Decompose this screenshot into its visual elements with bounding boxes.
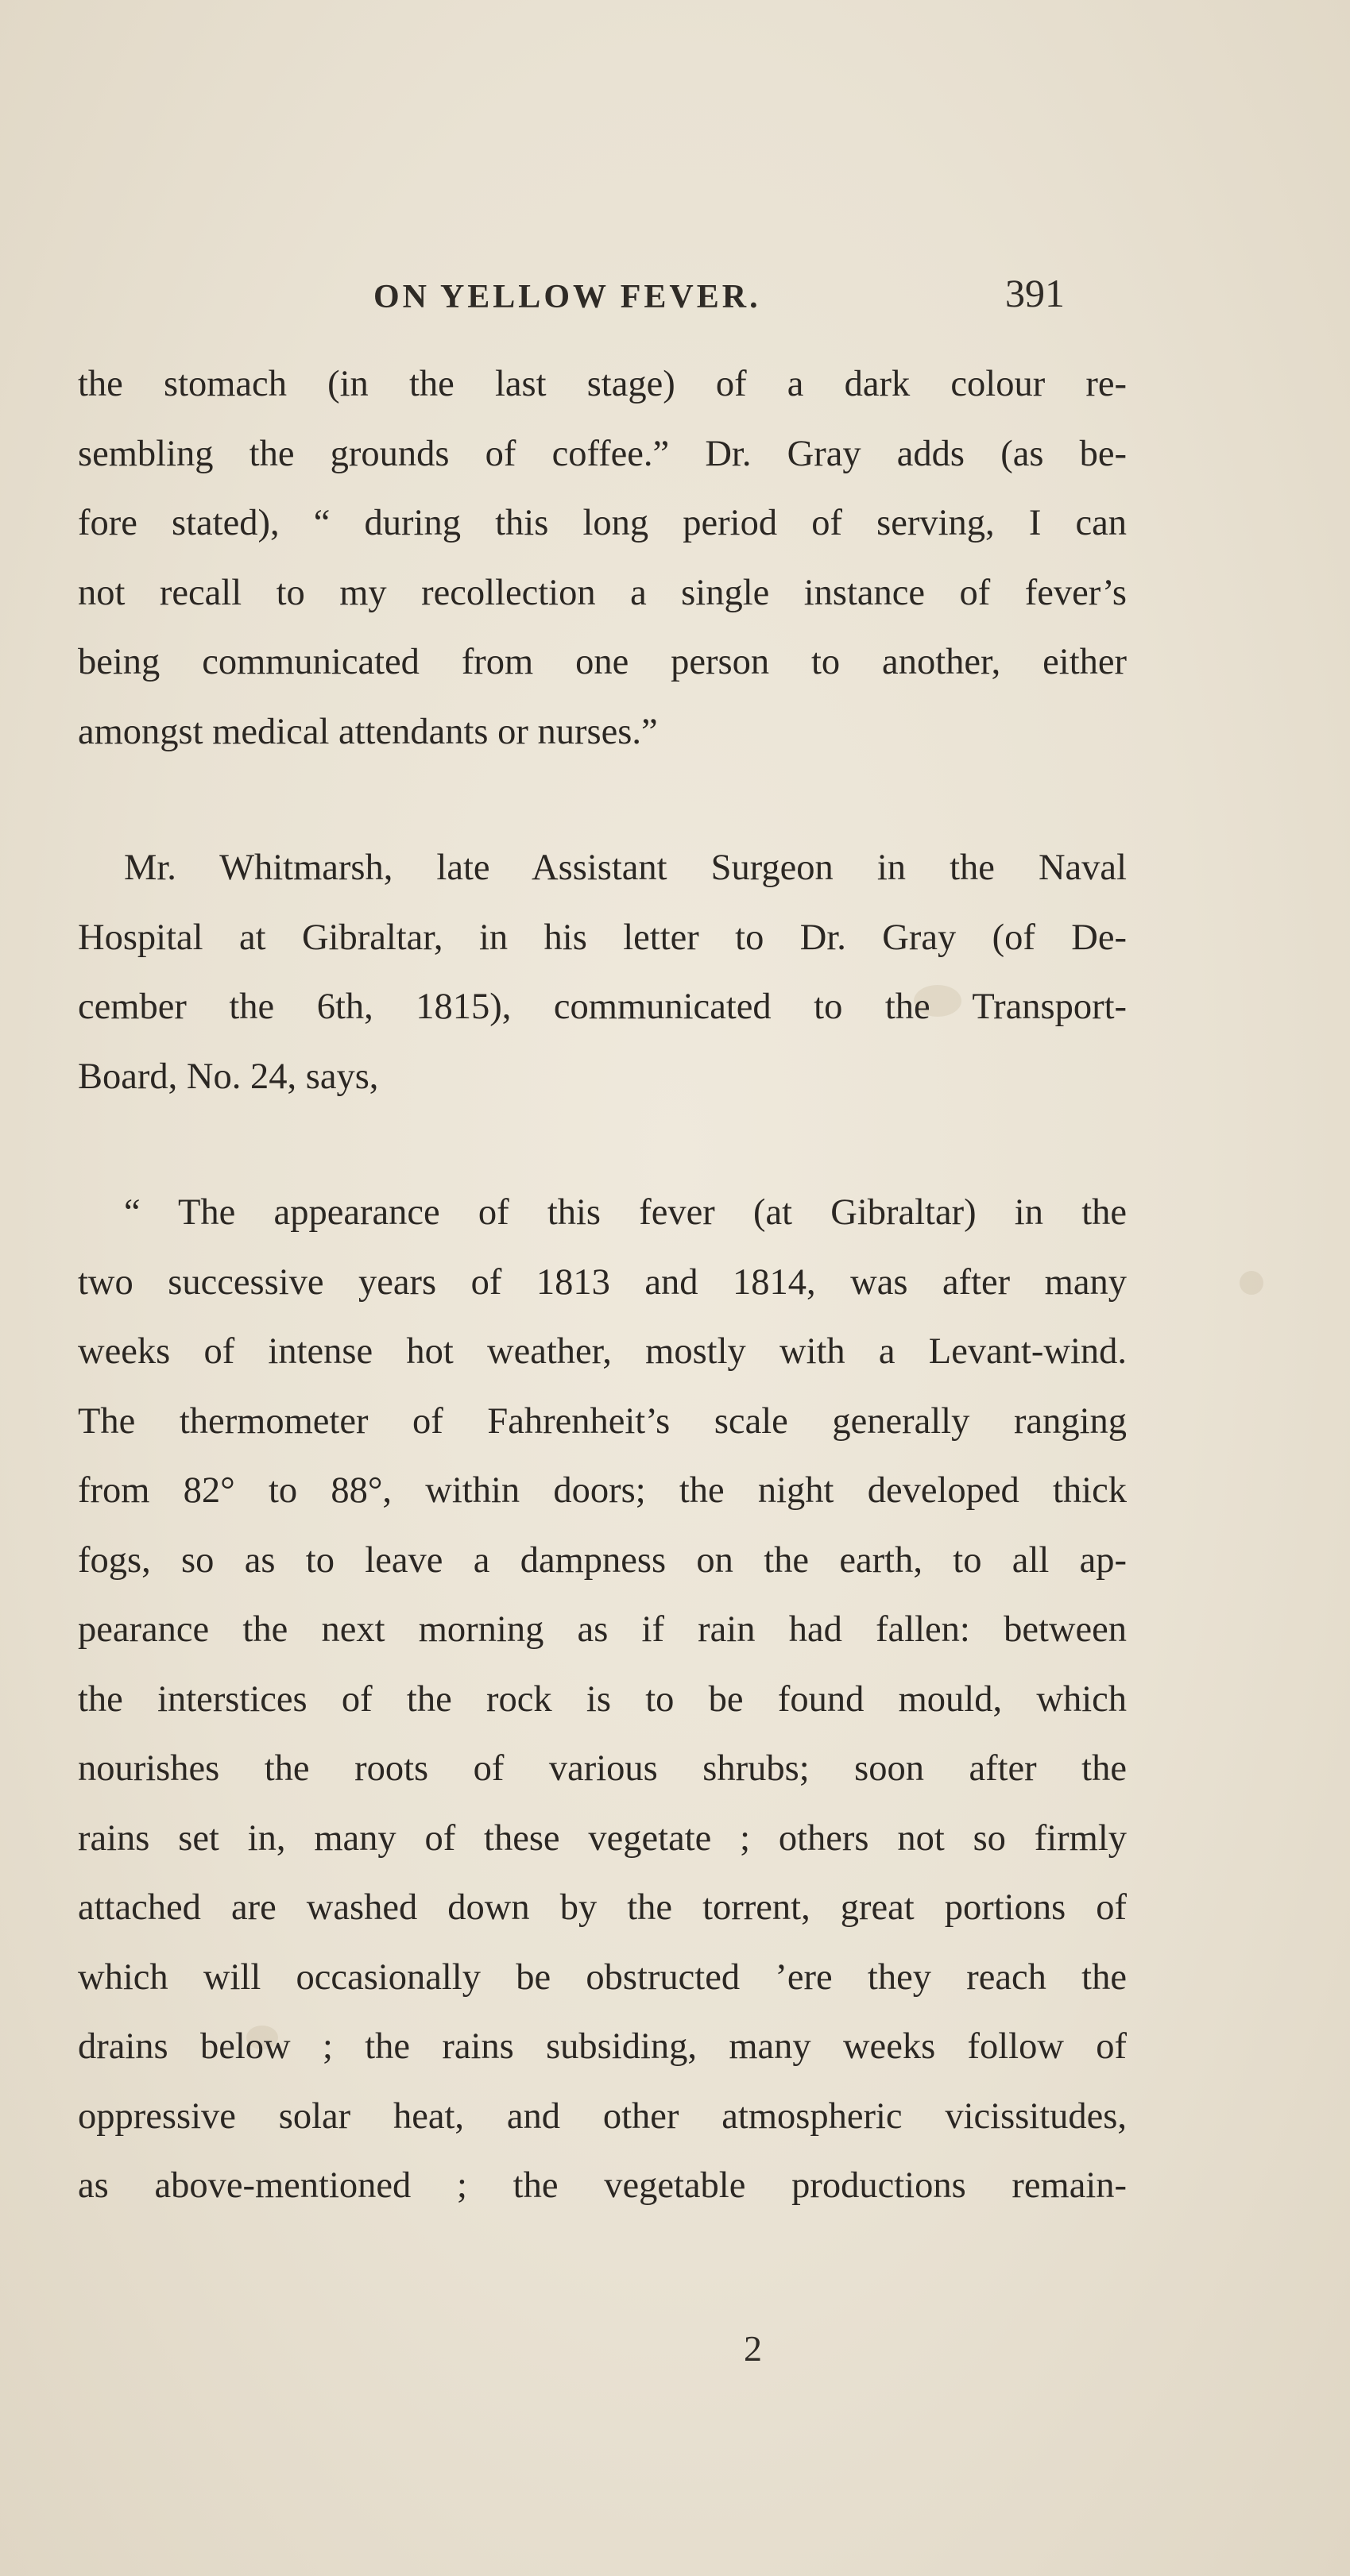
text-line: cember the 6th, 1815), communicated to the Transport- (78, 987, 1127, 1027)
text-line: drains below ; the rains subsiding, many weeks follow of (78, 2026, 1127, 2067)
text-line: rains set in, many of these vegetate ; others not so firmly (78, 1817, 1127, 1859)
text-line: not recall to my recollection a single instance of fever’s (78, 572, 1127, 613)
text-line: fore stated), “ during this long period of serving, I can (78, 503, 1127, 543)
text-line: two successive years of 1813 and 1814, was after many (78, 1261, 1127, 1303)
running-title: ON YELLOW FEVER. (373, 279, 761, 315)
text-line: Mr. Whitmarsh, late Assistant Surgeon in the Naval (124, 848, 1127, 888)
text-line: being communicated from one person to another, either (78, 642, 1127, 682)
page-number: 391 (1005, 271, 1065, 315)
signature-mark: 2 (744, 2328, 762, 2369)
text-line: nourishes the roots of various shrubs; soon after the (78, 1748, 1127, 1789)
text-line: from 82° to 88°, within doors; the night developed thick (78, 1470, 1127, 1511)
text-line: The thermometer of Fahrenheit’s scale generally ranging (78, 1400, 1127, 1442)
text-line: as above-mentioned ; the vegetable productions remain- (78, 2165, 1127, 2206)
text-line: sembling the grounds of coffee.” Dr. Gray adds (as be- (78, 433, 1127, 474)
text-line: the stomach (in the last stage) of a dark colour re- (78, 364, 1127, 404)
text-line: Board, No. 24, says, (78, 1056, 379, 1097)
body-text (78, 350, 1127, 2221)
text-line: pearance the next morning as if rain had fallen: between (78, 1609, 1127, 1650)
page-stain (1240, 1271, 1263, 1295)
paragraph-2-continued (78, 903, 1127, 1112)
text-line: weeks of intense hot weather, mostly with a Levant-wind. (78, 1331, 1127, 1372)
text-line: attached are washed down by the torrent, great portions of (78, 1887, 1127, 1928)
paragraph-2 (78, 833, 1127, 903)
paragraph-3 (78, 1178, 1127, 1248)
text-line: “ The appearance of this fever (at Gibraltar) in the (124, 1192, 1127, 1233)
text-line: which will occasionally be obstructed ’ere they reach the (78, 1956, 1127, 1998)
text-line: Hospital at Gibraltar, in his letter to Dr. Gray (of De- (78, 917, 1127, 958)
paragraph-3-continued (78, 1248, 1127, 2221)
text-line: amongst medical attendants or nurses.” (78, 711, 658, 752)
page-header (0, 262, 1350, 326)
text-line: oppressive solar heat, and other atmospheric vicissitudes, (78, 2095, 1127, 2137)
paragraph-gap (78, 1111, 1127, 1178)
paragraph-gap (78, 767, 1127, 833)
text-line: the interstices of the rock is to be found mould, which (78, 1678, 1127, 1720)
paragraph-1 (78, 350, 1127, 767)
text-line: fogs, so as to leave a dampness on the earth, to all ap- (78, 1539, 1127, 1581)
